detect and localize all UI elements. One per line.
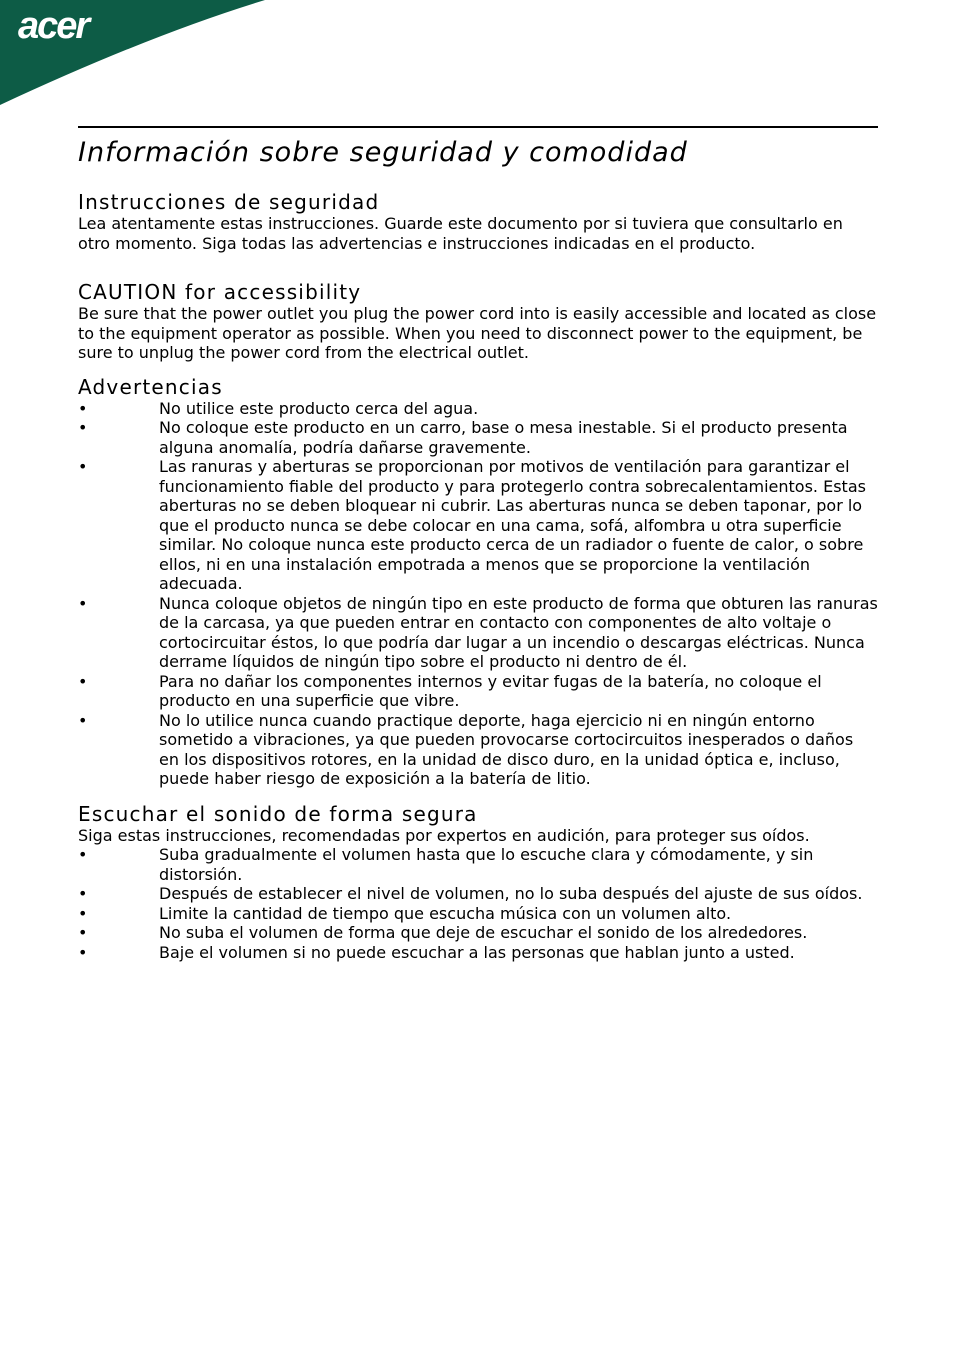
bullet-icon: • bbox=[78, 398, 88, 418]
page-title: Información sobre seguridad y comodidad bbox=[78, 137, 688, 168]
list-item-text: Las ranuras y aberturas se proporcionan por motivos de ventilación para garantizar el funcionamiento fiable del producto y para protegerlo contra sobrecalentamientos. Estas aberturas no se deben bloquear ni cubrir. Las aberturas nunca se deben taponar, por lo que el producto nunca se debe colocar en una cama, sofá, alfombra u otra superficie similar. No coloque nunca este producto cerca de un radiador o fuente de calor, o sobre ellos, ni en una instalación empotrada a menos que se proporcione la ventilación adecuada. bbox=[159, 457, 866, 593]
section-title: CAUTION for accessibility bbox=[78, 280, 362, 304]
list-item bbox=[78, 845, 878, 884]
acer-logo: acer bbox=[18, 5, 89, 47]
bullet-icon: • bbox=[78, 418, 88, 437]
section-instrucciones bbox=[78, 190, 878, 253]
list-item bbox=[78, 943, 878, 963]
list-item-text: Suba gradualmente el volumen hasta que lo escuche clara y cómodamente, y sin distorsión. bbox=[159, 845, 814, 884]
bullet-icon: • bbox=[78, 884, 88, 903]
list-item bbox=[78, 672, 878, 711]
bullet-icon: • bbox=[78, 671, 88, 691]
section-title: Advertencias bbox=[78, 374, 223, 399]
bullet-icon: • bbox=[78, 845, 88, 864]
list-item-text: Después de establecer el nivel de volumen, no lo suba después del ajuste de sus oídos. bbox=[159, 884, 863, 903]
bullet-icon: • bbox=[78, 903, 88, 923]
section-caution bbox=[78, 280, 878, 363]
bullet-icon: • bbox=[78, 710, 88, 730]
bullet-icon: • bbox=[78, 942, 88, 962]
list-item bbox=[78, 923, 878, 943]
section-sonido bbox=[78, 802, 878, 963]
section-paragraph: Siga estas instrucciones, recomendadas por expertos en audición, para proteger sus oídos. bbox=[78, 825, 810, 845]
bullet-icon: • bbox=[78, 593, 88, 613]
bullet-icon: • bbox=[78, 457, 88, 476]
list-item bbox=[78, 399, 878, 419]
list-item bbox=[78, 904, 878, 924]
list-item-text: Limite la cantidad de tiempo que escucha música con un volumen alto. bbox=[159, 903, 732, 923]
document-body bbox=[78, 134, 878, 962]
list-item-text: No utilice este producto cerca del agua. bbox=[159, 398, 479, 418]
list-item-text: No suba el volumen de forma que deje de escuchar el sonido de los alrededores. bbox=[159, 923, 808, 942]
list-item-text: Para no dañar los componentes internos y evitar fugas de la batería, no coloque el producto en una superficie que vibre. bbox=[159, 671, 822, 710]
list-item bbox=[78, 711, 878, 789]
list-item-text: Baje el volumen si no puede escuchar a las personas que hablan junto a usted. bbox=[159, 942, 795, 962]
list-item-text: Nunca coloque objetos de ningún tipo en este producto de forma que obturen las ranuras de la carcasa, ya que pueden entrar en contacto con componentes de alto voltaje o cortocircuitar éstos, lo que podría dar lugar a un incendio o descargas eléctricas. Nunca derrame líquidos de ningún tipo sobre el producto ni dentro de él. bbox=[159, 593, 878, 671]
list-item bbox=[78, 418, 878, 457]
hearing-list bbox=[78, 845, 878, 962]
section-paragraph: Be sure that the power outlet you plug the power cord into is easily accessible and located as close to the equipment operator as possible. When you need to disconnect power to the equipment, be sure to unplug the power cord from the electrical outlet. bbox=[78, 304, 877, 362]
section-advertencias bbox=[78, 375, 878, 789]
list-item bbox=[78, 594, 878, 672]
list-item bbox=[78, 457, 878, 594]
list-item-text: No coloque este producto en un carro, base o mesa inestable. Si el producto presenta alguna anomalía, podría dañarse gravemente. bbox=[159, 418, 848, 457]
list-item-text: No lo utilice nunca cuando practique deporte, haga ejercicio ni en ningún entorno sometido a vibraciones, ya que pueden provocarse cortocircuitos inesperados o daños en los dispositivos rotores, en la unidad de disco duro, en la unidad óptica e, incluso, puede haber riesgo de exposición a la batería de litio. bbox=[159, 710, 854, 788]
section-title: Instrucciones de seguridad bbox=[78, 190, 380, 214]
list-item bbox=[78, 884, 878, 904]
bullet-icon: • bbox=[78, 923, 88, 942]
warnings-list bbox=[78, 399, 878, 789]
section-title: Escuchar el sonido de forma segura bbox=[78, 801, 478, 826]
title-rule bbox=[78, 126, 878, 128]
section-paragraph: Lea atentamente estas instrucciones. Guarde este documento por si tuviera que consultarlo en otro momento. Siga todas las advertencias e instrucciones indicadas en el producto. bbox=[78, 214, 843, 253]
